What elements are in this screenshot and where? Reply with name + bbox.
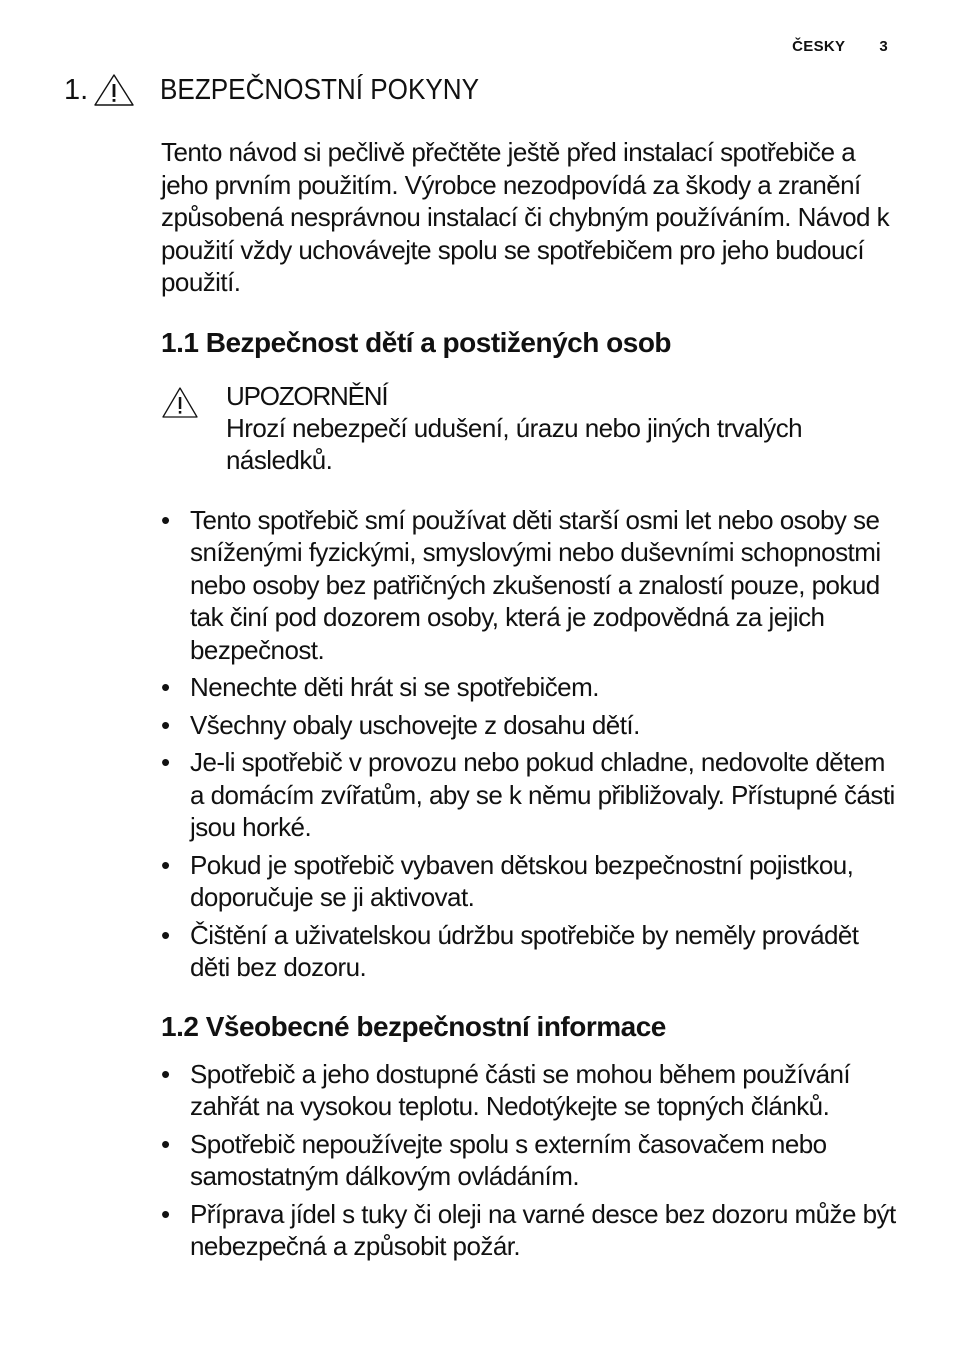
warning-triangle-icon	[92, 72, 136, 108]
list-item	[161, 1198, 901, 1263]
list-item-text: Tento spotřebič smí používat děti starší osmi let nebo osoby se sníženými fyzickými, smyslovými nebo duševními schopnostmi nebo osoby bez patřičných zkušeností a znalostí pouze, pokud tak činí pod dozorem osoby, která je zodpovědná za jejich bezpečnost.	[190, 504, 881, 665]
list-item	[161, 849, 901, 914]
list-item-text: Všechny obaly uschovejte z dosahu dětí.	[190, 709, 640, 740]
section-heading	[64, 70, 904, 110]
bullet-marker: •	[161, 1198, 170, 1229]
subsection-heading-1-2	[161, 1010, 901, 1044]
list-item	[161, 671, 901, 704]
bullet-marker: •	[161, 504, 170, 535]
list-item-text: Příprava jídel s tuky či oleji na varné desce bez dozoru může být nebezpečná a způsobit požár.	[190, 1198, 896, 1261]
warning-label: UPOZORNĚNÍ	[226, 380, 388, 411]
content-body	[161, 136, 901, 1268]
page-header	[792, 38, 888, 55]
bullet-list-1-1	[161, 504, 901, 984]
bullet-marker: •	[161, 747, 170, 777]
list-item	[161, 1128, 901, 1193]
page-number: 3	[879, 38, 888, 55]
warning-triangle-icon	[161, 386, 199, 420]
list-item-text: Nenechte děti hrát si se spotřebičem.	[190, 672, 599, 702]
subsection-title: Všeobecné bezpečnostní informace	[205, 1010, 666, 1042]
language-label: ČESKY	[792, 38, 846, 55]
list-item	[161, 746, 901, 844]
list-item	[161, 919, 901, 984]
list-item-text: Spotřebič nepoužívejte spolu s externím časovačem nebo samostatným dálkovým ovládáním.	[190, 1128, 827, 1191]
subsection-number: 1.2	[161, 1010, 199, 1042]
list-item-text: Pokud je spotřebič vybaven dětskou bezpečnostní pojistkou, doporučuje se ji aktivovat.	[190, 849, 854, 912]
list-item	[161, 1058, 901, 1123]
list-item-text: Spotřebič a jeho dostupné části se mohou během používání zahřát na vysokou teplotu. Nedotýkejte se topných článků.	[190, 1058, 851, 1121]
section-title: BEZPEČNOSTNÍ POKYNY	[160, 73, 480, 106]
list-item-text: Je-li spotřebič v provozu nebo pokud chladne, nedovolte dětem a domácím zvířatům, aby se k němu přibližovaly. Přístupné části jsou horké.	[190, 747, 895, 842]
intro-paragraph: Tento návod si pečlivě přečtěte ještě před instalací spotřebiče a jeho prvním použitím. Výrobce nezodpovídá za škody a zranění způsobená nesprávnou instalací či chybným používáním. Návod k použití vždy uchovávejte spolu se spotřebičem pro jeho budoucí použití.	[161, 137, 890, 297]
subsection-number: 1.1	[161, 326, 199, 358]
section-number: 1.	[64, 73, 89, 106]
warning-text: Hrozí nebezpečí udušení, úrazu nebo jiných trvalých následků.	[226, 412, 803, 475]
list-item	[161, 504, 901, 667]
bullet-marker: •	[161, 1128, 170, 1159]
bullet-marker: •	[161, 849, 170, 880]
bullet-list-1-2	[161, 1058, 901, 1263]
bullet-marker: •	[161, 672, 170, 702]
bullet-marker: •	[161, 709, 170, 740]
subsection-title: Bezpečnost dětí a postižených osob	[205, 326, 672, 358]
subsection-heading-1-1	[161, 326, 901, 360]
warning-block	[161, 380, 901, 477]
list-item-text: Čištění a uživatelskou údržbu spotřebiče by neměly provádět děti bez dozoru.	[190, 919, 859, 982]
list-item	[161, 709, 901, 742]
bullet-marker: •	[161, 919, 170, 950]
bullet-marker: •	[161, 1058, 170, 1089]
